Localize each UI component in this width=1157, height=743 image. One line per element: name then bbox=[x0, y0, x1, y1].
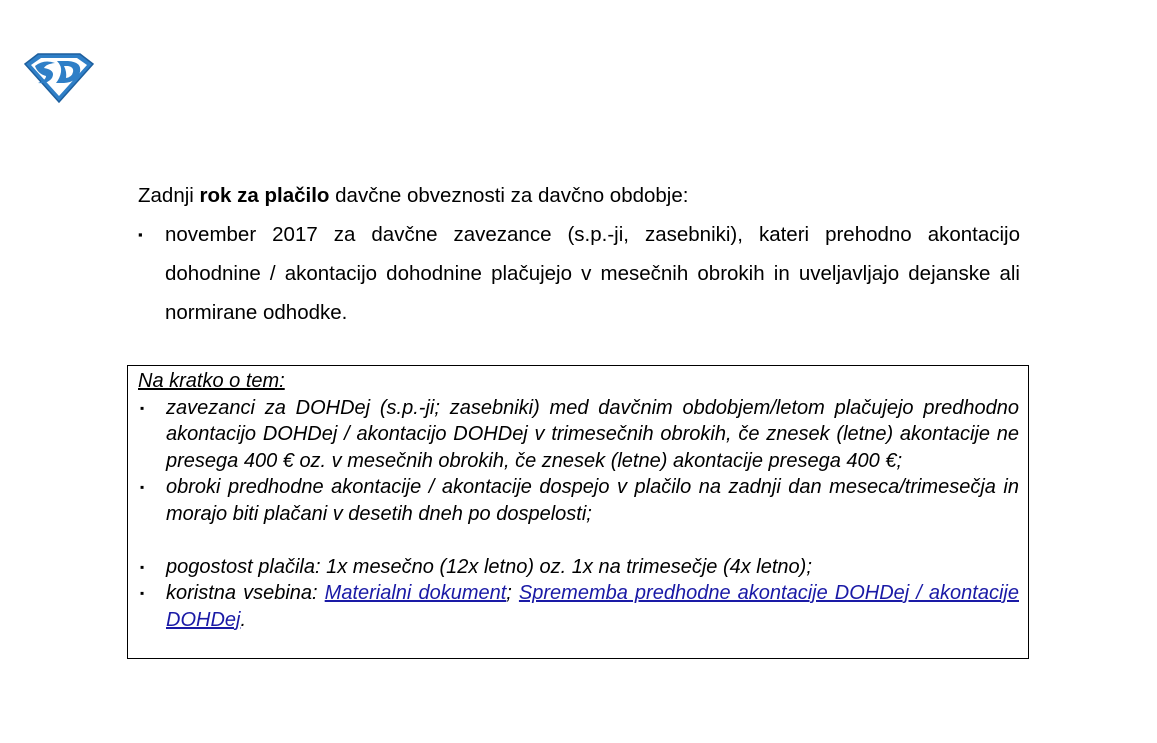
summary-item-text: obroki predhodne akontacije / akontacije dospejo v plačilo na zadnji dan meseca/trimesečja in morajo biti plačani v desetih dneh po dospelosti; bbox=[166, 476, 1019, 525]
bullet-icon: ▪ bbox=[140, 400, 145, 415]
bullet-icon: ▪ bbox=[140, 480, 145, 494]
item-end: . bbox=[240, 608, 247, 631]
lead-prefix: Zadnji bbox=[138, 184, 194, 207]
separator: ; bbox=[506, 582, 512, 604]
list-item bbox=[138, 395, 1019, 475]
intro-section bbox=[138, 176, 1020, 332]
useful-content-label: koristna vsebina: bbox=[166, 582, 318, 604]
intro-lead bbox=[138, 176, 1020, 215]
logo bbox=[22, 50, 96, 104]
list-item bbox=[138, 554, 1019, 581]
summary-list-2 bbox=[138, 554, 1019, 634]
bullet-icon: ▪ bbox=[140, 559, 145, 574]
summary-item-links bbox=[166, 580, 1019, 633]
advance-change-link[interactable]: Sprememba predhodne akontacije DOHDej / akontacije DOHDej bbox=[166, 582, 1019, 631]
lead-suffix: davčne obveznosti za davčno obdobje: bbox=[335, 184, 689, 207]
material-document-link[interactable]: Materialni dokument bbox=[324, 582, 507, 604]
summary-item-text: pogostost plačila: 1x mesečno (12x letno) oz. 1x na trimesečje (4x letno); bbox=[166, 555, 812, 578]
lead-bold: rok za plačilo bbox=[199, 184, 330, 207]
intro-bullet bbox=[138, 215, 1020, 332]
bullet-icon: ▪ bbox=[140, 586, 145, 600]
list-item bbox=[138, 580, 1019, 633]
spacer bbox=[138, 527, 1019, 554]
summary-heading: Na kratko o tem: bbox=[138, 370, 285, 392]
summary-box bbox=[127, 365, 1029, 659]
summary-list bbox=[138, 395, 1019, 528]
bullet-icon: ▪ bbox=[138, 227, 143, 242]
sd-shield-logo-icon bbox=[22, 50, 96, 104]
intro-bullet-text: november 2017 za davčne zavezance (s.p.-ji, zasebniki), kateri prehodno akontacijo dohodnine / akontacijo dohodnine plačujejo v mesečnih obrokih in uveljavljajo dejanske ali normirane odhodke. bbox=[165, 223, 1020, 324]
summary-item-text: zavezanci za DOHDej (s.p.-ji; zasebniki) med davčnim obdobjem/letom plačujejo predhodno akontacijo DOHDej / akontacijo DOHDej v trimesečnih obrokih, če znesek (letne) akontacije ne presega 400 € oz. v mesečnih obrokih, če znesek (letne) akontacije presega 400 €; bbox=[166, 396, 1019, 472]
list-item bbox=[138, 474, 1019, 527]
